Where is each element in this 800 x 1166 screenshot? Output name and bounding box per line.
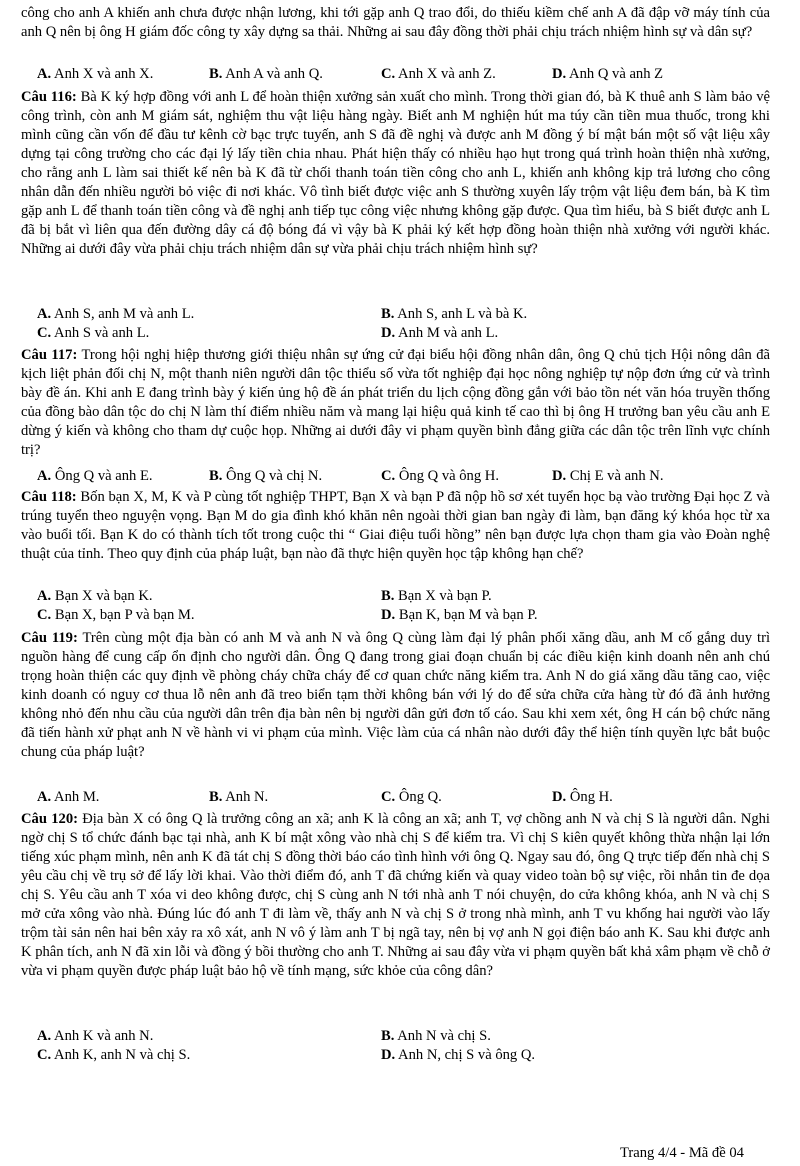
answer-options — [37, 788, 770, 807]
option-c[interactable] — [37, 1046, 190, 1065]
option-c[interactable] — [37, 606, 195, 625]
option-text: Chị E và anh N. — [569, 468, 664, 484]
answer-options — [37, 1046, 770, 1065]
option-letter: B. — [381, 306, 395, 322]
question-117 — [21, 346, 770, 460]
option-text: Anh X và anh Z. — [398, 66, 496, 82]
option-letter: B. — [381, 588, 395, 604]
question-text: Địa bàn X có ông Q là trưởng công an xã; anh K là công an xã; anh T, vợ chồng anh N và chị S là người dân. Nghi ngờ chị S tổ chức đánh bạc tại nhà, anh K bí mật xông vào nhà chị S để kiểm tra. Vì chị S kiên quyết không thừa nhận lại lớn tiếng xúc phạm mình, nên anh K đã tát chị S đồng thời báo cáo tình hình với ông Q. Ngay sau đó, ông Q trực tiếp đến nhà chị S yêu cầu chị về trụ sở để lấy lời khai. Vào thời điểm đó, anh T đã chứng kiến và quay video toàn bộ sự việc, rồi nhắn tin đe dọa chị S. Yêu cầu anh T xóa vi deo không được, chị S cùng anh N tới nhà anh T nói chuyện, do cửa không khóa, anh N và chị S mở cửa xông vào nhà. Đúng lúc đó anh T đi làm về, thấy anh N và chị S ở trong nhà mình, anh T vu khống hai người vào lấy trộm tài sản nên hai bên xảy ra xô xát, anh N vô ý làm anh T bị ngã tay, nên bị vợ anh N gọi điện báo anh K. Sau khi được anh K phân tích, anh N đã xin lỗi và đồng ý bồi thường cho anh T. Những ai sau đây vừa vi phạm quyền bất khả xâm phạm về chỗ ở vừa vi phạm quyền được pháp luật bảo hộ về tính mạng, sức khỏe của công dân? — [21, 811, 770, 980]
option-letter: B. — [381, 1028, 395, 1044]
option-letter: B. — [209, 468, 223, 484]
option-a[interactable] — [37, 467, 153, 486]
question-text: Bà K ký hợp đồng với anh L để hoàn thiện xưởng sản xuất cho mình. Trong thời gian đó, bà K thuê anh S làm bảo vệ công trình, còn anh M giám sát, nghiệm thu vật liệu hàng ngày. Biết anh M nghiện hút ma túy cần tiền mua thuốc, trong khi mình cũng cần vốn để đầu tư kênh cờ bạc trực tuyến, anh S đã đề nghị và được anh M đồng ý bí mật bán một số vật liệu xây dựng tại công trường cho các đại lý lấy tiền chia nhau. Phát hiện thấy có nhiều hạo hụt trong quá trình hoàn thiện nhà xưởng, cho rằng anh L làm sai thiết kế nên bà K đã từ chối thanh toán tiền công cho anh L, khiến anh không kịp trả lương cho công nhân dẫn đến nhiều người bỏ việc đi nơi khác. Vô tình biết được việc anh S thường xuyên lấy trộm vật liệu đem bán, bà K tìm gặp anh L để thanh toán tiền công và đề nghị anh tiếp tục công việc nhưng không gặp được. Qua tìm hiểu, bà S biết được anh L đã bị bắt vì liên qua đến đường dây cá độ bóng đá vì vậy bà K phải ký kết hợp đồng hoàn thiện nhà xưởng với người khác. Những ai dưới đây vừa phải chịu trách nhiệm dân sự vừa phải chịu trách nhiệm hình sự? — [21, 89, 770, 258]
option-text: Bạn X và bạn K. — [54, 588, 153, 604]
answer-options — [37, 65, 770, 84]
option-d[interactable] — [381, 606, 538, 625]
question-number: Câu 118: — [21, 489, 77, 505]
option-text: Anh S, anh L và bà K. — [397, 306, 528, 322]
question-119 — [21, 629, 770, 762]
question-120 — [21, 810, 770, 981]
option-b[interactable] — [209, 467, 322, 486]
question-number: Câu 117: — [21, 347, 78, 363]
option-letter: D. — [552, 468, 567, 484]
option-b[interactable] — [381, 1027, 491, 1046]
option-a[interactable] — [37, 587, 153, 606]
option-text: Anh S và anh L. — [54, 325, 150, 341]
option-letter: C. — [381, 789, 396, 805]
exam-code: Mã đề 04 — [688, 1145, 744, 1161]
option-b[interactable] — [209, 65, 323, 84]
option-text: Anh M và anh L. — [398, 325, 499, 341]
option-letter: B. — [209, 66, 223, 82]
option-b[interactable] — [381, 587, 492, 606]
question-text: Bốn bạn X, M, K và P cùng tốt nghiệp THPT, Bạn X và bạn P đã nộp hồ sơ xét tuyển học bạ vào trường Đại học Z và trúng tuyển theo nguyện vọng. Bạn M do gia đình khó khăn nên ngoài thời gian ban ngày đi làm, bạn đăng ký khóa học từ xa vào buổi tối. Bạn K do có thành tích tốt trong cuộc thi “ Giai điệu tuổi hồng” nên bạn được lựa chọn tham gia vào Đoàn nghệ thuật của tỉnh. Theo quy định của pháp luật, bạn nào đã thực hiện quyền học tập không hạn chế? — [21, 489, 770, 563]
question-number: Câu 119: — [21, 630, 78, 646]
answer-options — [37, 606, 770, 625]
option-text: Ông Q và anh E. — [54, 468, 153, 484]
option-text: Anh N. — [225, 789, 269, 805]
answer-options — [37, 1027, 770, 1046]
question-118 — [21, 488, 770, 564]
option-letter: C. — [37, 1047, 52, 1063]
option-c[interactable] — [381, 467, 499, 486]
option-text: Bạn X và bạn P. — [398, 588, 492, 604]
option-letter: D. — [381, 1047, 396, 1063]
option-letter: C. — [37, 325, 52, 341]
option-text: Bạn K, bạn M và bạn P. — [398, 607, 538, 623]
option-letter: D. — [381, 607, 396, 623]
question-116 — [21, 88, 770, 259]
option-letter: A. — [37, 1028, 52, 1044]
option-letter: D. — [381, 325, 396, 341]
answer-options — [37, 587, 770, 606]
option-text: Ông Q. — [398, 789, 442, 805]
option-letter: A. — [37, 306, 52, 322]
option-a[interactable] — [37, 305, 194, 324]
option-letter: D. — [552, 789, 567, 805]
page-number: Trang 4/4 — [620, 1145, 677, 1161]
option-letter: A. — [37, 588, 52, 604]
footer-separator: - — [676, 1145, 689, 1161]
question-number: Câu 120: — [21, 811, 78, 827]
option-letter: B. — [209, 789, 223, 805]
option-text: Anh X và anh X. — [54, 66, 154, 82]
option-text: Anh N, chị S và ông Q. — [398, 1047, 536, 1063]
option-text: Anh S, anh M và anh L. — [54, 306, 195, 322]
option-letter: C. — [381, 468, 396, 484]
option-d[interactable] — [552, 788, 613, 807]
option-letter: C. — [37, 607, 52, 623]
option-c[interactable] — [381, 65, 496, 84]
option-a[interactable] — [37, 788, 99, 807]
option-text: Anh M. — [54, 789, 100, 805]
question-text: Trên cùng một địa bàn có anh M và anh N và ông Q cùng làm đại lý phân phối xăng dầu, anh M cố gắng duy trì nguồn hàng để cung cấp ổn định cho người dân. Ông Q đang trong giai đoạn chuẩn bị các điều kiện kinh doanh nên anh chú trọng hoàn thiện các quy định về phòng cháy chữa cháy để cơ quan chức năng kiểm tra. Anh N do giá xăng dầu tăng cao, việc kinh doanh có nguy cơ thua lỗ nên anh đã treo biển tạm thời không bán với lý do để sửa chữa cửa hàng từ đó đã ảnh hưởng không nhỏ đến nhu cầu của người dân trên địa bàn nên bị người dân gửi đơn tố cáo. Sau khi xem xét, ông H cán bộ chức năng đã tiến hành xử phạt anh N về hành vi vi phạm của mình. Việc làm của cá nhân nào dưới đây thể hiện tính quyền lực bắt buộc chung của pháp luật? — [21, 630, 771, 761]
option-c[interactable] — [37, 324, 149, 343]
option-text: Anh A và anh Q. — [225, 66, 323, 82]
option-b[interactable] — [381, 305, 527, 324]
option-b[interactable] — [209, 788, 268, 807]
option-c[interactable] — [381, 788, 442, 807]
option-letter: C. — [381, 66, 396, 82]
option-a[interactable] — [37, 65, 153, 84]
question-text: công cho anh A khiến anh chưa được nhận lương, khi tới gặp anh Q trao đổi, do thiếu kiềm chế anh A đã đập vỡ máy tính của anh Q nên bị ông H giám đốc công ty xây dựng sa thải. Những ai sau đây đồng thời phải chịu trách nhiệm hình sự và dân sự? — [21, 5, 770, 41]
option-d[interactable] — [381, 324, 498, 343]
answer-options — [37, 305, 770, 324]
question-number: Câu 116: — [21, 89, 77, 105]
option-letter: D. — [552, 66, 567, 82]
option-d[interactable] — [381, 1046, 535, 1065]
option-text: Anh N và chị S. — [397, 1028, 491, 1044]
option-text: Ông Q và ông H. — [398, 468, 499, 484]
question-115-continuation — [21, 4, 770, 42]
option-text: Anh K và anh N. — [54, 1028, 154, 1044]
option-letter: A. — [37, 789, 52, 805]
option-letter: A. — [37, 468, 52, 484]
option-d[interactable] — [552, 65, 663, 84]
answer-options — [37, 467, 770, 486]
option-letter: A. — [37, 66, 52, 82]
page-footer — [620, 1144, 790, 1163]
option-text: Ông Q và chị N. — [226, 468, 323, 484]
option-d[interactable] — [552, 467, 664, 486]
answer-options — [37, 324, 770, 343]
option-a[interactable] — [37, 1027, 153, 1046]
option-text: Anh Q và anh Z — [569, 66, 664, 82]
option-text: Bạn X, bạn P và bạn M. — [54, 607, 195, 623]
option-text: Anh K, anh N và chị S. — [54, 1047, 191, 1063]
option-text: Ông H. — [569, 789, 613, 805]
question-text: Trong hội nghị hiệp thương giới thiệu nhân sự ứng cử đại biểu hội đồng nhân dân, ông Q chủ tịch Hội nông dân đã kịch liệt phản đối chị N, một thanh niên người dân tộc thiểu số vừa tốt nghiệp đại học nông nghiệp tự nộp đơn ứng cử và trình bày đề án. Khi anh E đang trình bày ý kiến ủng hộ đề án phát triển du lịch cộng đồng gắn với bảo tồn nét văn hóa truyền thống của đồng bào dân tộc do chị N làm thí điểm nhiều năm và mang lại hiệu quả kinh tế cao thì bị ông H trưởng ban yêu cầu anh E dừng ý kiến và không cho tham dự cuộc họp. Những ai dưới đây vi phạm quyền bình đẳng giữa các dân tộc trên lĩnh vực chính trị? — [21, 347, 771, 459]
